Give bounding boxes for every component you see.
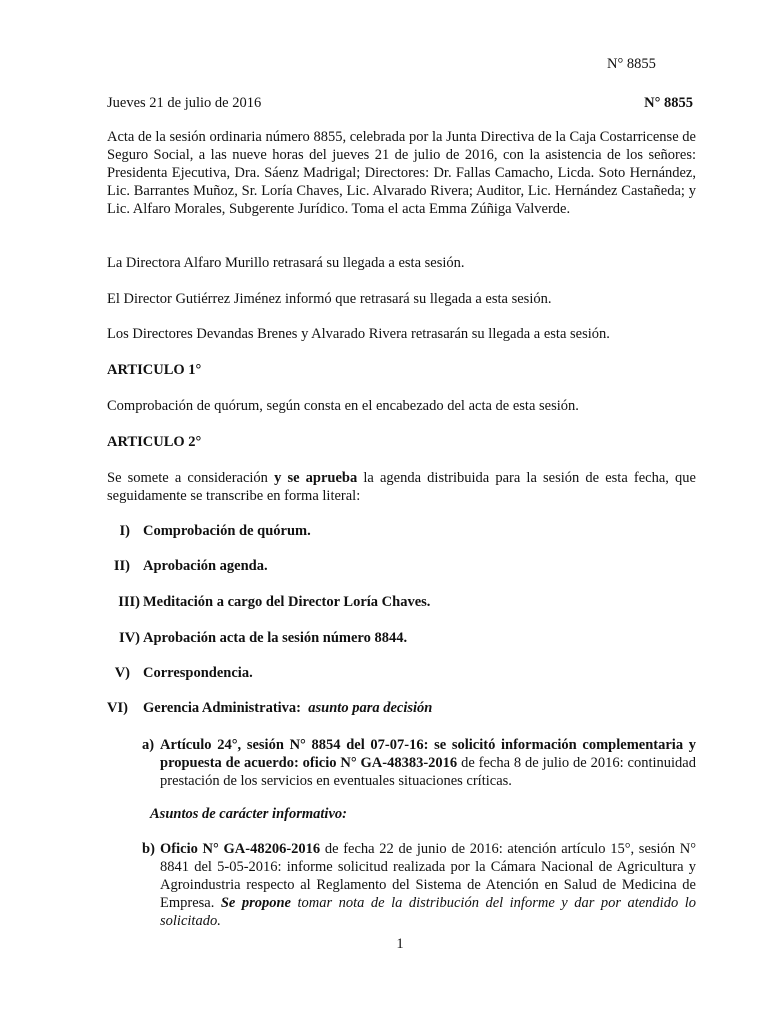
agenda-item-text: Correspondencia. bbox=[143, 665, 253, 681]
articulo-2-text: Se somete a consideración y se aprueba la agenda distribuida para la sesión de esta fecha, que seguidamente se transcribe en forma literal: bbox=[107, 470, 696, 504]
item-a-number: a) bbox=[142, 737, 155, 753]
agenda-item-number: I) bbox=[119, 523, 130, 539]
agenda-item-number: III) bbox=[118, 594, 140, 610]
item-b-text: Oficio N° GA-48206-2016 de fecha 22 de junio de 2016: atención artículo 15°, sesión N° 8841 del 5-05-2016: informe solicitud realizada por la Cámara Nacional de Agricultura y Agroindustria respecto al Reglamento del Sistema de Atención en Salud de Medicina de Empresa. Se propone tomar nota de la distribución del informe y dar por atendido lo solicitado. bbox=[160, 841, 697, 929]
informative-heading: Asuntos de carácter informativo: bbox=[150, 806, 347, 822]
note-paragraph: El Director Gutiérrez Jiménez informó que retrasará su llegada a esta sesión. bbox=[107, 291, 552, 307]
articulo-2-heading: ARTICULO 2° bbox=[107, 434, 202, 450]
page-number: 1 bbox=[396, 936, 404, 952]
agenda-item-text: Comprobación de quórum. bbox=[143, 523, 311, 539]
articulo-1-heading: ARTICULO 1° bbox=[107, 362, 202, 378]
agenda-item-text: Meditación a cargo del Director Loría Chaves. bbox=[143, 594, 431, 610]
note-paragraph: Los Directores Devandas Brenes y Alvarado Rivera retrasarán su llegada a esta sesión. bbox=[107, 326, 610, 342]
session-number: N° 8855 bbox=[644, 95, 693, 111]
agenda-item-number: VI) bbox=[107, 700, 128, 716]
agenda-item-number: V) bbox=[114, 665, 130, 681]
intro-paragraph: Acta de la sesión ordinaria número 8855, celebrada por la Junta Directiva de la Caja Costarricense de Seguro Social, a las nueve horas del jueves 21 de julio de 2016, con la asistencia de los señores: Presidenta Ejecutiva, Dra. Sáenz Madrigal; Directores: Dr. Fallas Camacho, Licda. Soto Hernández, Lic. Barrantes Muñoz, Sr. Loría Chaves, Lic. Alvarado Rivera; Auditor, Lic. Hernández Castañeda; y Lic. Alfaro Morales, Subgerente Jurídico. Toma el acta Emma Zúñiga Valverde. bbox=[107, 129, 696, 217]
note-paragraph: La Directora Alfaro Murillo retrasará su llegada a esta sesión. bbox=[107, 255, 465, 271]
item-b-number: b) bbox=[142, 841, 155, 857]
section-6-heading: Gerencia Administrativa: asunto para decisión bbox=[143, 700, 433, 716]
articulo-1-text: Comprobación de quórum, según consta en el encabezado del acta de esta sesión. bbox=[107, 398, 579, 414]
agenda-item-number: II) bbox=[113, 558, 130, 574]
item-a-text: Artículo 24°, sesión N° 8854 del 07-07-16: se solicitó información complementaria y propuesta de acuerdo: oficio N° GA-48383-2016 de fecha 8 de julio de 2016: continuidad prestación de los servicios en eventuales situaciones críticas. bbox=[160, 737, 696, 789]
agenda-item-text: Aprobación agenda. bbox=[143, 558, 268, 574]
header-number: N° 8855 bbox=[607, 56, 656, 72]
session-date: Jueves 21 de julio de 2016 bbox=[107, 95, 262, 111]
agenda-item-number: IV) bbox=[119, 630, 140, 646]
agenda-item-text: Aprobación acta de la sesión número 8844. bbox=[143, 630, 408, 646]
